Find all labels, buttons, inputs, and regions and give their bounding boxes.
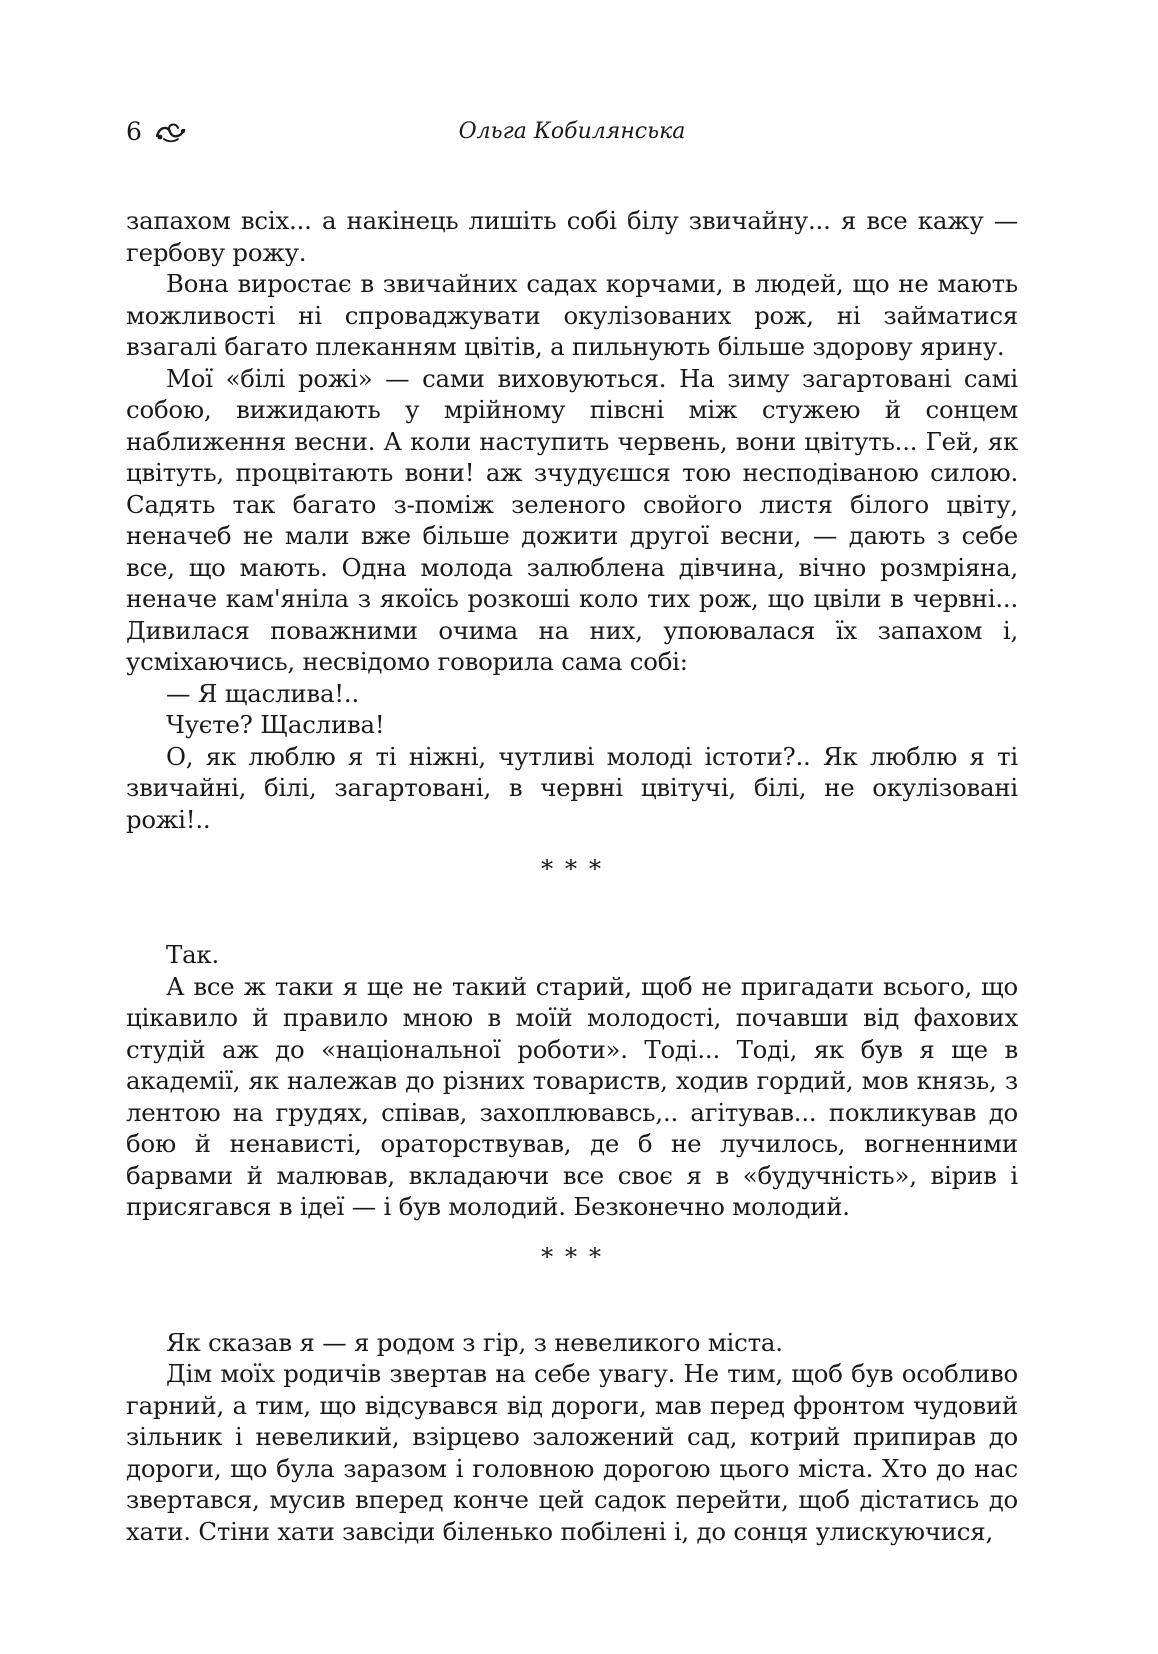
- body-text: [126, 205, 1018, 1547]
- running-title: Ольга Кобилянська: [458, 119, 686, 144]
- dialogue-line: — Я щаслива!..: [166, 678, 360, 708]
- section-break: * * *: [540, 1241, 604, 1271]
- paragraph: Як сказав я — я родом з гір, з невеликого міста.: [166, 1327, 783, 1357]
- section-break: * * *: [540, 854, 604, 883]
- paragraph: Дім моїх родичів звертав на себе увагу. Не тим, щоб був особливо гарний, а тим, що відсувався від дороги, мав перед фронтом чудовий зільник і невеликий, взірцево заложений сад, котрий припирав до дороги, що була заразом і головною дорогою цього міста. Хто до нас звертався, мусив вперед конче цей садок перейти, щоб дістатись до хати. Стіни хати завсіди біленько побілені і, до сонця улискуючися,: [126, 1359, 1018, 1546]
- paragraph: Чуєте? Щаслива!: [166, 710, 385, 739]
- paragraph: А все ж таки я ще не такий старий, щоб не пригадати всього, що цікавило й правило мною в моїй молодості, почавши від фахових студій аж до «національної роботи». Тоді... Тоді, як був я ще в академії, як належав до різних товариств, ходив гордий, мов князь, з лентою на грудях, співав, захоплювавсь,.. агітував... покликував до бою й ненависті, ораторствував, де б не лучилось, вогненними барвами й малював, вкладаючи все своє я в «будучність», вірив і присягався в ідеї — і був молодий. Безконечно молодий.: [126, 971, 1018, 1221]
- paragraph: Вона виростає в звичайних садах корчами, в людей, що не мають можливості ні спроваджувати окулізованих рож, ні займатися взагалі багато плеканням цвітів, а пильнують більше здорову ярину.: [126, 269, 1018, 361]
- paragraph: О, як люблю я ті ніжні, чутливі молоді істоти?.. Як люблю я ті звичайні, білі, загартовані, в червні цвітучі, білі, не окулізовані рожі!..: [126, 741, 1018, 834]
- paragraph: Мої «білі рожі» — сами виховуються. На зиму загартовані самі собою, вижидають у мрійному півсні між стужею й сонцем наближення весни. А коли наступить червень, вони цвітуть... Гей, як цвітуть, процвітають вони! аж зчудуєшся тою несподіваною силою. Садять так багато з-поміж зеленого свойого листя білого цвіту, неначеб не мали вже більше дожити другої весни, — дають з себе все, що мають. Одна молода залюблена дівчина, вічно розмріяна, неначе кам'яніла з якоїсь розкоші коло тих рож, що цвіли в червні... Дивилася поважними очима на них, упоювалася їх запахом і, усміхаючись, несвідомо говорила сама собі:: [126, 363, 1018, 676]
- paragraph: Так.: [166, 940, 220, 969]
- page-header: [126, 112, 1018, 152]
- paragraph: запахом всіх... а накінець лишіть собі білу звичайну... я все кажу — гербову рожу.: [126, 206, 1018, 267]
- page-number: 6: [126, 117, 142, 146]
